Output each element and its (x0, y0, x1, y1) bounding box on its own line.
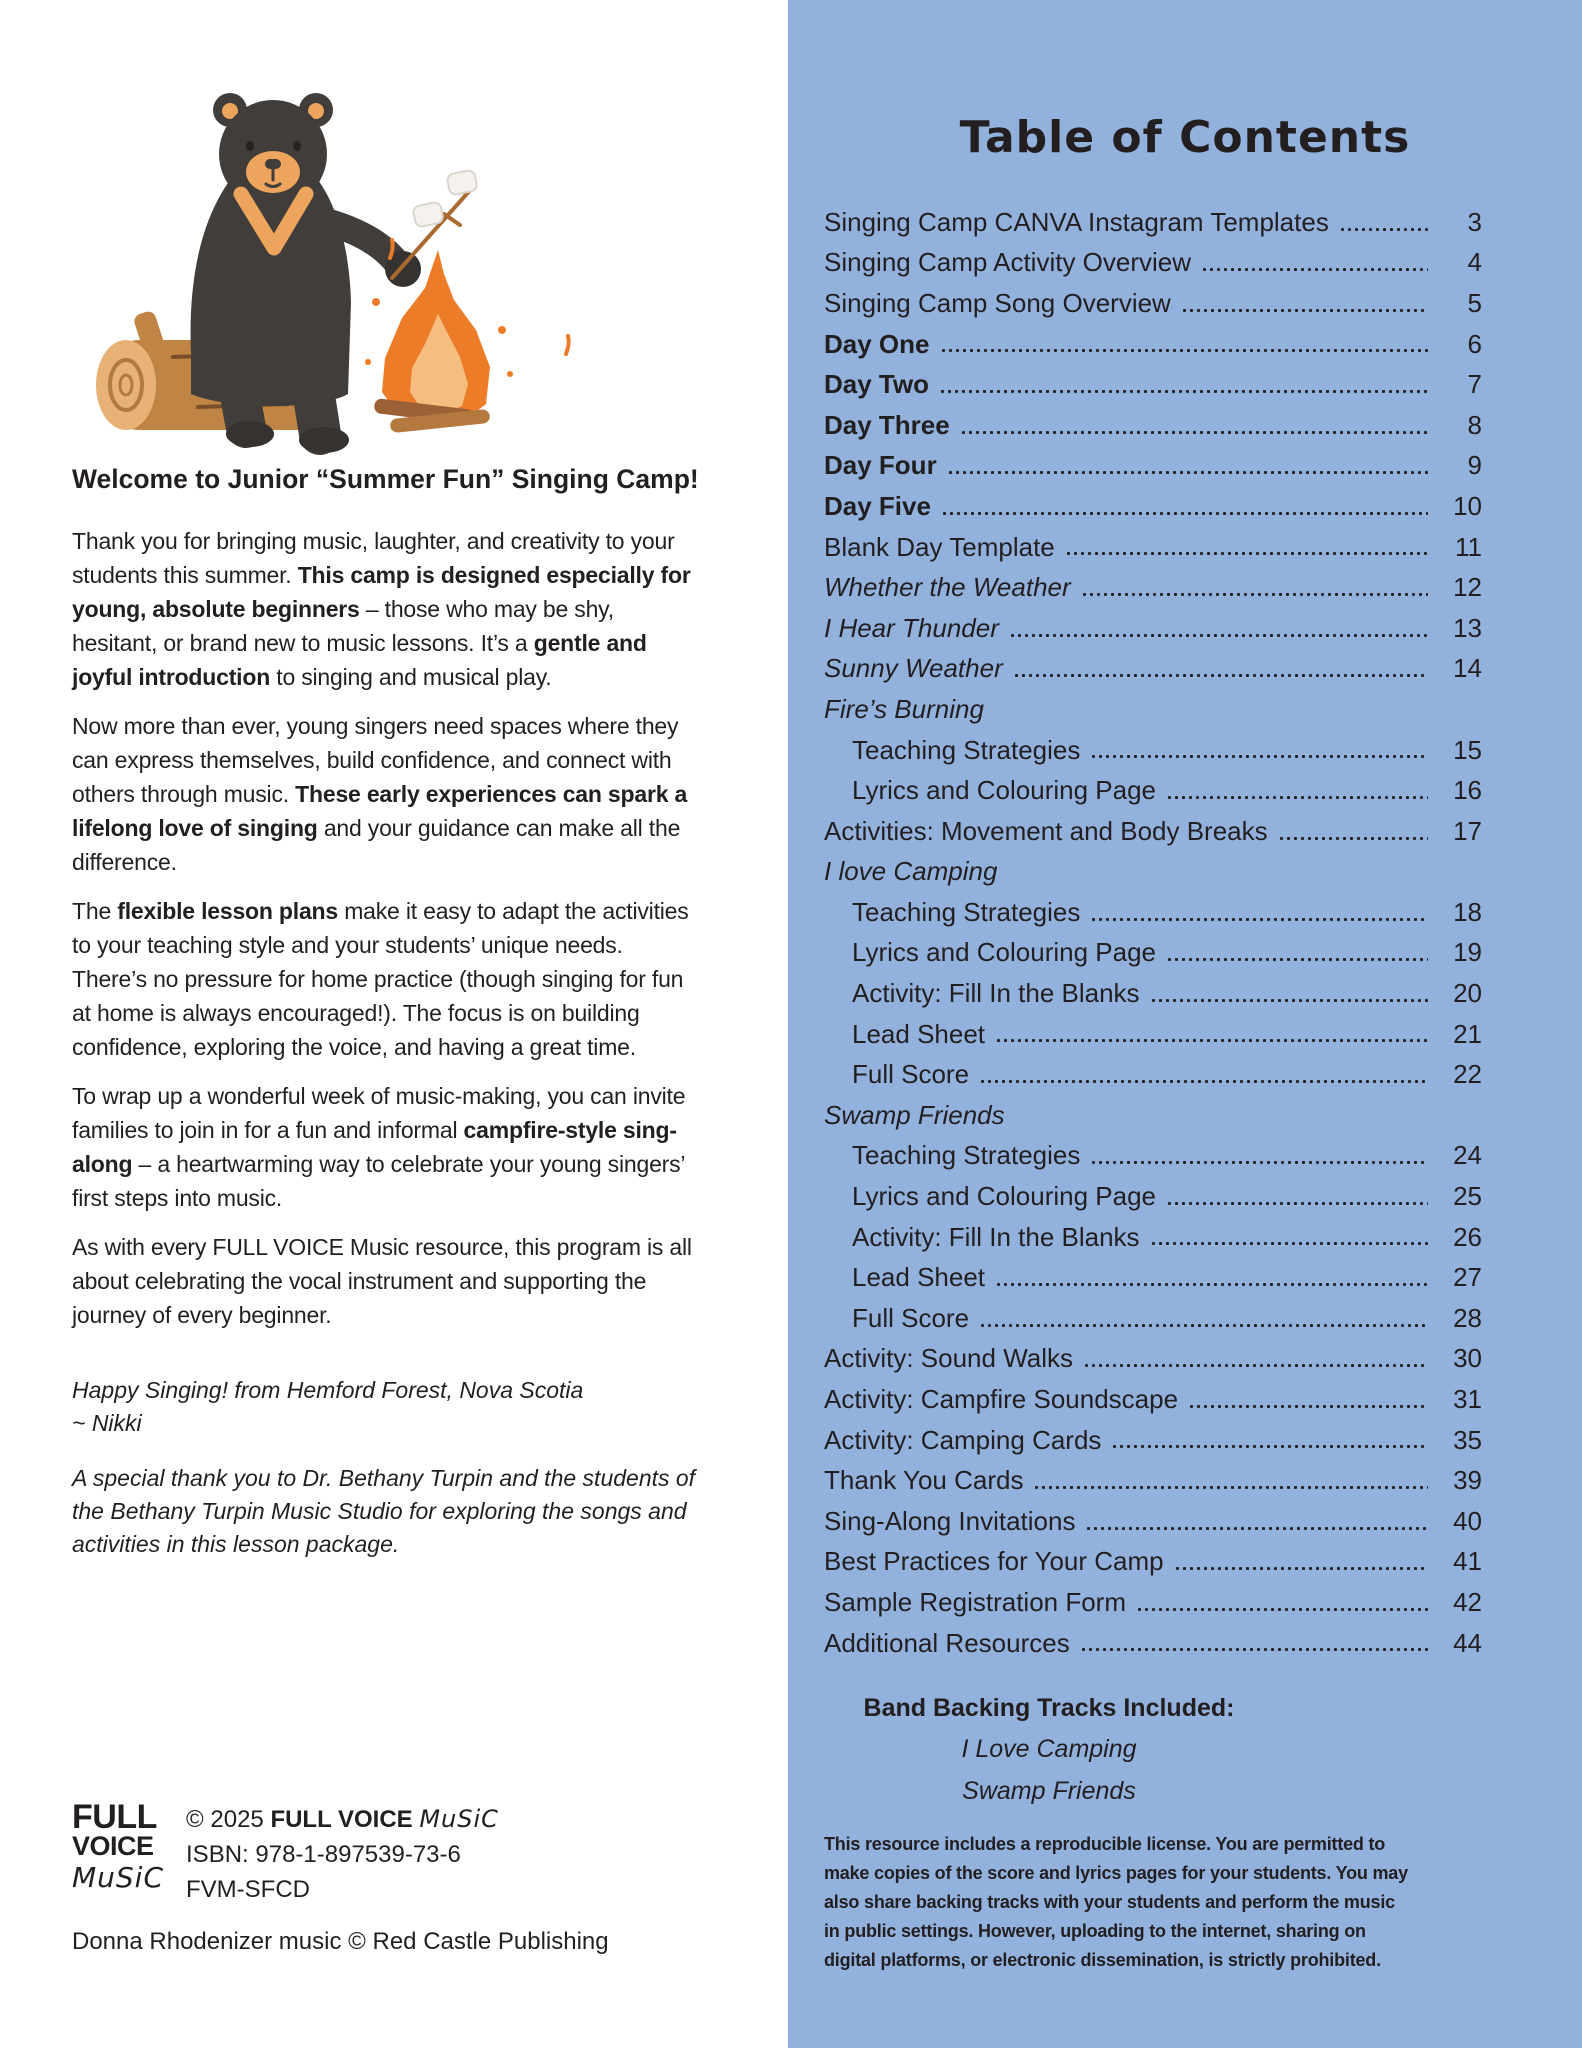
toc-entry (824, 202, 1482, 243)
toc-dot-leader (1083, 1362, 1428, 1369)
toc-dot-leader (1339, 226, 1428, 233)
intro-paragraph: The flexible lesson plans make it easy to adapt the activities to your teaching style and your students’ unique needs. There’s no pressure for home practice (though singing for fun at home is always encouraged!). The focus is on building confidence, exploring the voice, and having a great time. (72, 898, 689, 1060)
intro-paragraph: To wrap up a wonderful week of music-making, you can invite families to join in for a fun and informal campfire-style sing-along – a heartwarming way to celebrate your young singers’ first steps into music. (72, 1083, 686, 1211)
toc-entry (824, 1217, 1482, 1258)
toc-dot-leader (1181, 307, 1428, 314)
toc-entry (824, 973, 1482, 1014)
toc-page-number: 25 (1453, 1181, 1482, 1212)
toc-page-number: 13 (1453, 612, 1482, 643)
toc-entry (824, 1420, 1482, 1461)
toc-page-number: 44 (1453, 1627, 1482, 1658)
toc-page-number: 17 (1453, 815, 1482, 846)
toc-entry-label: Activities: Movement and Body Breaks (824, 815, 1268, 846)
bear-campfire-illustration (78, 62, 578, 467)
toc-dot-leader (941, 510, 1428, 517)
toc-entry-label: Full Score (852, 1302, 970, 1333)
toc-entry (824, 1379, 1482, 1420)
toc-entry-label: Sing-Along Invitations (824, 1505, 1076, 1536)
toc-dot-leader (1090, 1159, 1428, 1166)
logo-word-full: FULL (72, 1798, 157, 1836)
toc-entry (824, 567, 1482, 608)
band-track-item: Swamp Friends (962, 1777, 1136, 1805)
toc-page-number: 18 (1453, 896, 1482, 927)
toc-page-number: 22 (1453, 1059, 1482, 1090)
toc-entry-label: Best Practices for Your Camp (824, 1546, 1164, 1577)
toc-entry (824, 1054, 1482, 1095)
publisher-block (72, 1798, 499, 1907)
toc-page-number: 40 (1453, 1505, 1482, 1536)
toc-dot-leader (1033, 1484, 1428, 1491)
toc-entry (824, 243, 1482, 284)
toc-dot-leader (1201, 266, 1428, 273)
intro-paragraphs (72, 524, 700, 1332)
toc-entry-label: Activity: Camping Cards (824, 1424, 1102, 1455)
toc-dot-leader (1174, 1565, 1428, 1572)
publisher-info (186, 1802, 499, 1907)
toc-entry-label: Day One (824, 328, 930, 359)
logo-word-music: MuSiC (72, 1861, 165, 1894)
toc-dot-leader (1136, 1606, 1428, 1613)
toc-entry (824, 486, 1482, 527)
toc-entry (824, 1257, 1482, 1298)
toc-entry (824, 283, 1482, 324)
toc-page-number: 24 (1453, 1140, 1482, 1171)
toc-dot-leader (1188, 1403, 1428, 1410)
toc-page-number: 8 (1467, 409, 1482, 440)
toc-dot-leader (995, 1037, 1428, 1044)
left-column (72, 462, 700, 1561)
license-text: This resource includes a reproducible license. You are permitted to make copies of the score and lyrics pages for your students. You may also share backing tracks with your students and perform the music in public settings. However, uploading to the internet, sharing on digital platforms, or electronic dissemination, is strictly prohibited. (824, 1834, 1408, 1970)
toc-entry (824, 892, 1482, 933)
toc-page-number: 31 (1453, 1384, 1482, 1415)
toc-entry-label: Blank Day Template (824, 531, 1055, 562)
toc-dot-leader (995, 1281, 1428, 1288)
toc-page-number: 26 (1453, 1221, 1482, 1252)
toc-page-number: 5 (1467, 287, 1482, 318)
toc-entry-label: Sample Registration Form (824, 1586, 1126, 1617)
toc-page-number: 16 (1453, 775, 1482, 806)
toc-dot-leader (1090, 753, 1428, 760)
toc-dot-leader (960, 429, 1428, 436)
toc-entry (824, 852, 1482, 893)
toc-entry-label: Lyrics and Colouring Page (852, 937, 1156, 968)
toc-entry-label: Day Three (824, 409, 950, 440)
toc-entry-label: Teaching Strategies (852, 734, 1081, 765)
band-backing-tracks-block (824, 1688, 1274, 1812)
toc-page-number: 39 (1453, 1465, 1482, 1496)
toc-entry-label: Sunny Weather (824, 653, 1003, 684)
toc-entry (824, 730, 1482, 771)
toc-entry-label: Lead Sheet (852, 1018, 986, 1049)
toc-entry (824, 1582, 1482, 1623)
toc-dot-leader (1166, 1200, 1428, 1207)
toc-entry-label: Teaching Strategies (852, 896, 1081, 927)
toc-entry (824, 1339, 1482, 1380)
product-code: FVM-SFCD (186, 1876, 310, 1903)
full-voice-music-logo (72, 1798, 165, 1896)
toc-page-number: 10 (1453, 490, 1482, 521)
toc-entry (824, 1176, 1482, 1217)
toc-page-number: 7 (1467, 369, 1482, 400)
toc-page-number: 21 (1453, 1018, 1482, 1049)
toc-dot-leader (1009, 632, 1428, 639)
toc-list (824, 202, 1482, 1663)
toc-page-number: 9 (1467, 450, 1482, 481)
toc-dot-leader (1166, 956, 1428, 963)
toc-entry-label: Activity: Fill In the Blanks (852, 1221, 1140, 1252)
toc-entry-label: Thank You Cards (824, 1465, 1024, 1496)
intro-paragraph: As with every FULL VOICE Music resource, this program is all about celebrating the vocal instrument and supporting the journey of every beginner. (72, 1234, 692, 1328)
toc-dot-leader (1150, 1240, 1428, 1247)
toc-page-number: 28 (1453, 1302, 1482, 1333)
toc-entry (824, 1460, 1482, 1501)
copyright-publisher: FULL VOICE (270, 1806, 420, 1833)
toc-entry-label: Whether the Weather (824, 572, 1071, 603)
toc-entry-label: Activity: Sound Walks (824, 1343, 1074, 1374)
toc-entry-label: Activity: Fill In the Blanks (852, 978, 1140, 1009)
toc-page-number: 3 (1467, 206, 1482, 237)
toc-entry-label: Lyrics and Colouring Page (852, 775, 1156, 806)
toc-entry (824, 770, 1482, 811)
toc-page-number: 20 (1453, 978, 1482, 1009)
toc-page-number: 35 (1453, 1424, 1482, 1455)
toc-entry-label: Lyrics and Colouring Page (852, 1181, 1156, 1212)
toc-dot-leader (1278, 835, 1428, 842)
signoff (72, 1374, 700, 1440)
toc-entry-label: I love Camping (824, 856, 998, 887)
toc-dot-leader (979, 1322, 1428, 1329)
toc-page-number: 42 (1453, 1586, 1482, 1617)
toc-title: Table of Contents (959, 112, 1411, 163)
toc-page-number: 6 (1467, 328, 1482, 359)
toc-page-number: 15 (1453, 734, 1482, 765)
toc-entry (824, 933, 1482, 974)
toc-dot-leader (940, 347, 1429, 354)
toc-dot-leader (1150, 997, 1428, 1004)
toc-entry (824, 446, 1482, 487)
table-of-contents-panel (788, 0, 1582, 2048)
toc-entry-label: Day Five (824, 490, 931, 521)
toc-page-number: 11 (1455, 531, 1482, 562)
toc-entry-label: I Hear Thunder (824, 612, 999, 643)
band-track-item: I Love Camping (961, 1735, 1137, 1763)
intro-paragraph: Thank you for bringing music, laughter, and creativity to your students this summer. This camp is designed especially for young, absolute beginners – those who may be shy, hesitant, or brand new to music lessons. It’s a gentle and joyful introduction to singing and musical play. (72, 528, 691, 690)
toc-entry (824, 1014, 1482, 1055)
toc-entry-label: Teaching Strategies (852, 1140, 1081, 1171)
toc-page-number: 12 (1453, 572, 1482, 603)
acknowledgement: A special thank you to Dr. Bethany Turpin and the students of the Bethany Turpin Music Studio for exploring the songs and activities in this lesson package. (72, 1465, 696, 1557)
intro-paragraph: Now more than ever, young singers need spaces where they can express themselves, build confidence, and connect with others through music. These early experiences can spark a lifelong love of singing and your guidance can make all the difference. (72, 713, 688, 875)
toc-entry (824, 1298, 1482, 1339)
toc-entry-label: Activity: Campfire Soundscape (824, 1384, 1179, 1415)
toc-entry-label: Swamp Friends (824, 1099, 1005, 1130)
copyright-music-script: MuSiC (419, 1805, 499, 1833)
toc-entry (824, 649, 1482, 690)
toc-entry (824, 527, 1482, 568)
signoff-line: Happy Singing! from Hemford Forest, Nova Scotia (72, 1377, 584, 1403)
toc-entry (824, 1095, 1482, 1136)
welcome-heading: Welcome to Junior “Summer Fun” Singing Camp! (72, 464, 699, 494)
toc-entry-label: Day Four (824, 450, 937, 481)
toc-page-number: 27 (1453, 1262, 1482, 1293)
toc-dot-leader (1111, 1443, 1428, 1450)
toc-dot-leader (939, 388, 1428, 395)
toc-dot-leader (1166, 794, 1428, 801)
isbn-line: ISBN: 978-1-897539-73-6 (186, 1841, 461, 1868)
toc-entry (824, 364, 1482, 405)
toc-entry (824, 1542, 1482, 1583)
bear-campfire-svg (78, 62, 578, 467)
toc-entry (824, 324, 1482, 365)
toc-page-number: 14 (1453, 653, 1482, 684)
toc-entry (824, 1136, 1482, 1177)
toc-entry (824, 1501, 1482, 1542)
band-tracks-heading: Band Backing Tracks Included: (863, 1694, 1235, 1722)
toc-entry (824, 1623, 1482, 1664)
toc-dot-leader (1080, 1646, 1428, 1653)
copyright-prefix: © 2025 (186, 1806, 271, 1833)
toc-entry (824, 689, 1482, 730)
toc-page-number: 41 (1453, 1546, 1482, 1577)
logo-word-voice: VOICE (72, 1831, 154, 1861)
toc-dot-leader (1085, 1525, 1428, 1532)
toc-dot-leader (947, 469, 1428, 476)
copyright-line (186, 1802, 499, 1837)
toc-entry-label: Singing Camp CANVA Instagram Templates (824, 206, 1329, 237)
toc-entry-label: Day Two (824, 369, 929, 400)
toc-entry-label: Lead Sheet (852, 1262, 986, 1293)
toc-dot-leader (1090, 916, 1428, 923)
toc-page-number: 19 (1453, 937, 1482, 968)
toc-entry-label: Full Score (852, 1059, 970, 1090)
toc-entry-label: Fire’s Burning (824, 693, 984, 724)
toc-dot-leader (1065, 550, 1428, 557)
toc-entry-label: Singing Camp Activity Overview (824, 247, 1192, 278)
toc-page-number: 30 (1453, 1343, 1482, 1374)
toc-entry (824, 811, 1482, 852)
toc-dot-leader (1081, 591, 1428, 598)
toc-page-number: 4 (1467, 247, 1482, 278)
music-credit-line: Donna Rhodenizer music © Red Castle Publishing (72, 1928, 609, 1955)
toc-entry-label: Additional Resources (824, 1627, 1070, 1658)
toc-entry-label: Singing Camp Song Overview (824, 287, 1171, 318)
signoff-name: ~ Nikki (72, 1410, 142, 1436)
toc-dot-leader (1013, 672, 1428, 679)
toc-entry (824, 405, 1482, 446)
toc-entry (824, 608, 1482, 649)
toc-dot-leader (979, 1078, 1428, 1085)
